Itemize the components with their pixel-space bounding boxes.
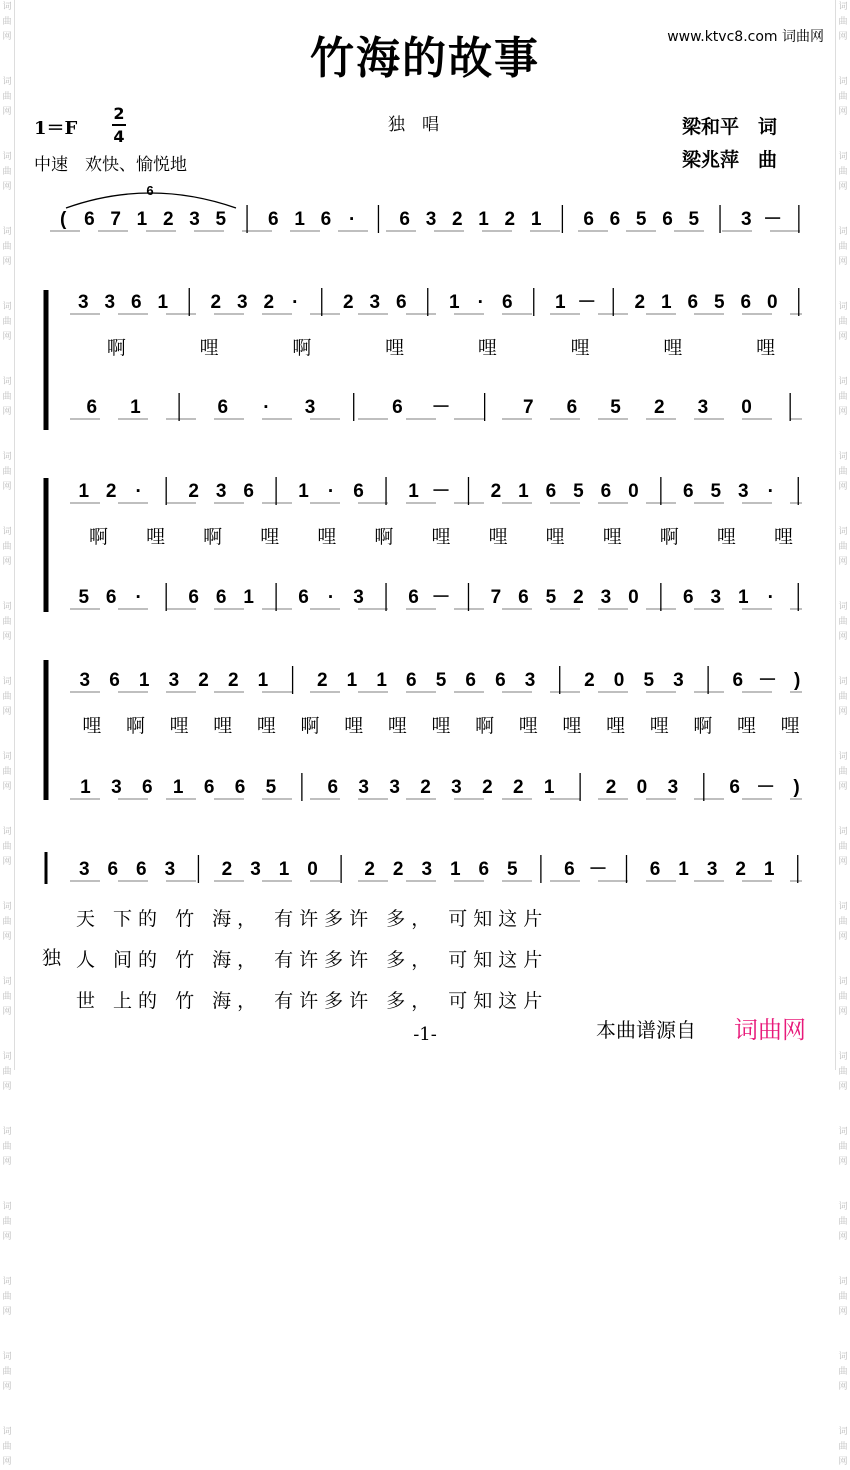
note: 2 xyxy=(735,859,746,880)
note: 1 xyxy=(78,481,90,502)
note: 6 xyxy=(478,859,490,880)
note: 6 xyxy=(215,587,227,608)
lyric-syllable: 啊 xyxy=(475,715,495,737)
lyric-syllable: 哩 xyxy=(562,715,582,737)
lyric-syllable: 哩 xyxy=(260,526,280,548)
lyric-syllable: 哩 xyxy=(602,526,622,548)
note: 2 xyxy=(105,481,117,502)
lyric-syllable: 哩 xyxy=(756,337,776,359)
note: 3 xyxy=(421,859,433,880)
note: 6 xyxy=(732,670,744,691)
note: · xyxy=(135,587,142,608)
lyric-syllable: 啊 xyxy=(374,526,394,548)
note: 1 xyxy=(157,292,169,313)
lyric-syllable: 哩 xyxy=(199,337,219,359)
note: 0 xyxy=(628,587,639,608)
note: 6 xyxy=(495,670,506,691)
note: － xyxy=(588,859,608,880)
note: 3 xyxy=(451,777,462,798)
verse-line: 天 下的 竹 海， 有许多许 多， 可知这片 xyxy=(76,908,549,930)
note: 3 xyxy=(710,587,722,608)
note: 6 xyxy=(392,397,403,418)
note: 6 xyxy=(662,209,673,230)
note: 5 xyxy=(688,209,700,230)
note: 5 xyxy=(435,670,447,691)
lyric-syllable: 哩 xyxy=(737,715,757,737)
note: 6 xyxy=(583,209,594,230)
left-watermark: 词 曲 网 词 曲 网 词 曲 网 词 曲 网 词 曲 网 词 曲 网 词 曲 网 词 曲 网 词 曲 网 词 曲 网 词 曲 网 词 曲 网 词 曲 网 词 曲 网 词 曲 网 词 曲 网 词 曲 网 词 曲 网 词 曲 网 词 曲 网 xyxy=(2,2,12,1467)
note: 6 xyxy=(84,209,95,230)
meter-top: 2 xyxy=(113,104,125,123)
note: 6 xyxy=(545,481,557,502)
note: 3 xyxy=(369,292,381,313)
note: 6 xyxy=(408,587,419,608)
song-title: 竹海的故事 xyxy=(310,33,540,84)
note: 6 xyxy=(243,481,254,502)
note: 6 xyxy=(107,859,119,880)
note: 2 xyxy=(451,209,463,230)
lyric-syllable: 哩 xyxy=(82,715,102,737)
note: 1 xyxy=(408,481,419,502)
note: 2 xyxy=(513,777,524,798)
note: － xyxy=(756,777,776,798)
note: · xyxy=(135,481,142,502)
note: 2 xyxy=(342,292,354,313)
note: 6 xyxy=(130,292,142,313)
lyric-syllable: 哩 xyxy=(780,715,800,737)
performance-mode: 独 唱 xyxy=(388,115,439,135)
note: 2 xyxy=(316,670,328,691)
note: 1 xyxy=(257,670,269,691)
lyric-syllable: 哩 xyxy=(570,337,590,359)
note: 2 xyxy=(210,292,222,313)
note: 3 xyxy=(353,587,364,608)
note: 6 xyxy=(600,481,612,502)
note: 1 xyxy=(278,859,290,880)
note: 0 xyxy=(766,292,778,313)
verse-line: 世 上的 竹 海， 有许多许 多， 可知这片 xyxy=(76,990,549,1012)
note: 2 xyxy=(227,670,239,691)
note: 6 xyxy=(729,777,740,798)
note: 7 xyxy=(523,397,534,418)
note: 6 xyxy=(566,397,578,418)
note: 6 xyxy=(395,292,407,313)
note: 5 xyxy=(610,397,621,418)
note: 1 xyxy=(449,859,461,880)
lyric-syllable: 哩 xyxy=(169,715,189,737)
verse-line: 人 间的 竹 海， 有许多许 多， 可知这片 xyxy=(76,949,549,971)
note: 2 xyxy=(198,670,209,691)
note: 6 xyxy=(683,481,694,502)
note: － xyxy=(431,587,451,608)
note: 6 xyxy=(399,209,411,230)
note: 3 xyxy=(189,209,200,230)
note: 3 xyxy=(706,859,718,880)
note: 3 xyxy=(738,481,749,502)
note: 3 xyxy=(164,859,176,880)
note: · xyxy=(477,292,484,313)
note: 1 xyxy=(554,292,566,313)
note: 0 xyxy=(741,397,752,418)
note: 1 xyxy=(138,670,150,691)
note: ) xyxy=(793,777,800,798)
note: 6 xyxy=(609,209,621,230)
footer-brand[interactable]: 词曲网 xyxy=(734,1016,806,1044)
meter-bottom: 4 xyxy=(113,127,125,146)
footer-source: 本曲谱源自 xyxy=(596,1018,696,1042)
note: 2 xyxy=(490,481,502,502)
tuplet-mark: 6 xyxy=(146,183,154,198)
note: 2 xyxy=(392,859,404,880)
lyric-syllable: 哩 xyxy=(431,526,451,548)
note: 1 xyxy=(346,670,358,691)
note: 3 xyxy=(358,777,369,798)
note: 1 xyxy=(130,397,141,418)
note: 5 xyxy=(78,587,90,608)
note: 5 xyxy=(710,481,722,502)
key-signature: 1＝F xyxy=(34,118,78,139)
note: · xyxy=(263,397,270,418)
page-number: -1- xyxy=(413,1024,437,1045)
lyric-syllable: 啊 xyxy=(292,337,312,359)
note: 5 xyxy=(643,670,655,691)
lyric-syllable: 哩 xyxy=(317,526,337,548)
lyric-syllable: 哩 xyxy=(663,337,683,359)
note: 6 xyxy=(142,777,153,798)
note: 1 xyxy=(136,209,148,230)
note: 0 xyxy=(636,777,648,798)
note: 6 xyxy=(465,670,476,691)
note: 3 xyxy=(79,670,91,691)
lyric-syllable: 啊 xyxy=(106,337,126,359)
tempo-marking: 中速 欢快、愉悦地 xyxy=(34,155,187,175)
note: 2 xyxy=(482,777,493,798)
note: · xyxy=(767,587,774,608)
note: ( xyxy=(59,209,67,230)
note: 3 xyxy=(77,292,89,313)
lyric-syllable: 哩 xyxy=(716,526,736,548)
note: 5 xyxy=(265,777,277,798)
note: 2 xyxy=(573,587,584,608)
note: 2 xyxy=(188,481,199,502)
note: － xyxy=(577,292,597,313)
lyric-syllable: 哩 xyxy=(387,715,407,737)
note: 0 xyxy=(307,859,318,880)
note: 6 xyxy=(406,670,417,691)
lyric-syllable: 哩 xyxy=(488,526,508,548)
note: 3 xyxy=(741,209,752,230)
lyric-syllable: 哩 xyxy=(385,337,405,359)
note: 1 xyxy=(738,587,749,608)
note: 6 xyxy=(353,481,364,502)
lyric-syllable: 啊 xyxy=(300,715,320,737)
note: 6 xyxy=(518,587,529,608)
note: 6 xyxy=(298,587,309,608)
site-credit[interactable]: www.ktvc8.com 词曲网 xyxy=(667,29,824,45)
note: 5 xyxy=(507,859,518,880)
note: 7 xyxy=(110,209,121,230)
note: 2 xyxy=(263,292,275,313)
note: 3 xyxy=(236,292,248,313)
verse-label: 独 xyxy=(42,947,62,969)
note: 0 xyxy=(628,481,639,502)
note: 3 xyxy=(667,777,679,798)
lyricist-credit: 梁和平 词 xyxy=(682,116,778,138)
note: 6 xyxy=(86,397,98,418)
note: 1 xyxy=(298,481,309,502)
note: 3 xyxy=(250,859,261,880)
lyric-syllable: 哩 xyxy=(545,526,565,548)
note: 1 xyxy=(172,777,184,798)
note: 6 xyxy=(683,587,694,608)
note: 5 xyxy=(635,209,647,230)
note: 2 xyxy=(653,397,665,418)
note: 1 xyxy=(376,670,387,691)
note: 3 xyxy=(697,397,709,418)
note: － xyxy=(431,397,451,418)
note: 6 xyxy=(501,292,513,313)
note: · xyxy=(327,587,335,608)
note: 3 xyxy=(600,587,612,608)
note: 5 xyxy=(215,209,227,230)
note: 6 xyxy=(109,670,120,691)
note: 3 xyxy=(78,859,90,880)
note: 2 xyxy=(504,209,516,230)
note: 1 xyxy=(243,587,254,608)
note: 1 xyxy=(530,209,542,230)
note: 6 xyxy=(217,397,229,418)
note: · xyxy=(292,292,299,313)
note: 7 xyxy=(490,587,502,608)
note: · xyxy=(767,481,774,502)
note: 3 xyxy=(425,209,437,230)
note: 2 xyxy=(364,859,375,880)
note: · xyxy=(349,209,356,230)
note: 5 xyxy=(545,587,557,608)
note: 1 xyxy=(478,209,489,230)
note: 6 xyxy=(327,777,339,798)
note: 3 xyxy=(673,670,684,691)
note: 1 xyxy=(518,481,529,502)
lyric-syllable: 哩 xyxy=(431,715,451,737)
lyric-syllable: 哩 xyxy=(773,526,793,548)
note: 6 xyxy=(105,587,117,608)
note: 2 xyxy=(605,777,617,798)
lyric-syllable: 啊 xyxy=(693,715,713,737)
note: 2 xyxy=(634,292,646,313)
note: － xyxy=(431,481,451,502)
note: · xyxy=(327,481,335,502)
note: ) xyxy=(793,670,801,691)
note: 1 xyxy=(543,777,555,798)
note: 1 xyxy=(80,777,91,798)
lyric-syllable: 啊 xyxy=(125,715,145,737)
lyric-syllable: 啊 xyxy=(659,526,679,548)
note: 3 xyxy=(524,670,536,691)
note: 1 xyxy=(763,859,775,880)
note: 3 xyxy=(104,292,116,313)
note: － xyxy=(757,670,777,691)
note: 3 xyxy=(389,777,400,798)
note: 1 xyxy=(660,292,672,313)
lyric-syllable: 哩 xyxy=(477,337,497,359)
note: 1 xyxy=(294,209,305,230)
note: 2 xyxy=(162,209,174,230)
lyric-syllable: 啊 xyxy=(89,526,109,548)
note: 2 xyxy=(584,670,595,691)
note: 6 xyxy=(234,777,246,798)
note: 6 xyxy=(203,777,215,798)
note: 6 xyxy=(188,587,199,608)
lyric-syllable: 哩 xyxy=(649,715,669,737)
note: 5 xyxy=(713,292,725,313)
lyric-syllable: 哩 xyxy=(518,715,538,737)
lyric-syllable: 哩 xyxy=(146,526,166,548)
note: 6 xyxy=(136,859,147,880)
note: 3 xyxy=(168,670,180,691)
note: 6 xyxy=(649,859,661,880)
lyric-syllable: 哩 xyxy=(256,715,276,737)
note: 6 xyxy=(564,859,575,880)
lyric-syllable: 哩 xyxy=(606,715,626,737)
note: 1 xyxy=(448,292,460,313)
note: － xyxy=(763,209,783,230)
note: 3 xyxy=(215,481,227,502)
note: 6 xyxy=(268,209,279,230)
right-watermark: 词 曲 网 词 曲 网 词 曲 网 词 曲 网 词 曲 网 词 曲 网 词 曲 网 词 曲 网 词 曲 网 词 曲 网 词 曲 网 词 曲 网 词 曲 网 词 曲 网 词 曲 网 词 曲 网 词 曲 网 词 曲 网 词 曲 网 词 曲 网 xyxy=(838,2,848,1467)
note: 5 xyxy=(573,481,584,502)
composer-credit: 梁兆萍 曲 xyxy=(682,149,778,171)
note: 3 xyxy=(111,777,122,798)
note: 0 xyxy=(613,670,625,691)
note: 3 xyxy=(304,397,316,418)
note: 6 xyxy=(687,292,699,313)
note: 1 xyxy=(678,859,689,880)
lyric-syllable: 哩 xyxy=(344,715,364,737)
note: 6 xyxy=(320,209,332,230)
lyric-syllable: 哩 xyxy=(213,715,233,737)
lyric-syllable: 啊 xyxy=(203,526,223,548)
note: 2 xyxy=(420,777,431,798)
note: 2 xyxy=(221,859,233,880)
note: 6 xyxy=(740,292,752,313)
